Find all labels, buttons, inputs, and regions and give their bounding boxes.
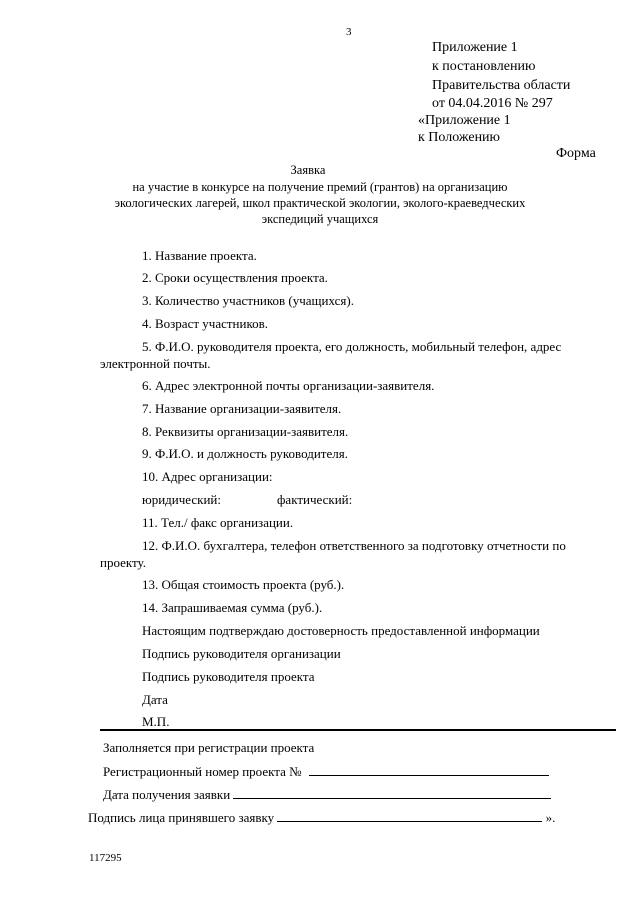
appendix-line-1: Приложение 1 [432, 40, 518, 55]
date-label: Дата [142, 692, 168, 707]
item-12-line-1: 12. Ф.И.О. бухгалтера, телефон ответственного за подготовку отчетности по [142, 538, 566, 553]
registration-number-row [103, 763, 549, 780]
item-8: 8. Реквизиты организации-заявителя. [142, 424, 349, 439]
appendix-line-3: Правительства области [432, 78, 571, 93]
title-line-2: экологических лагерей, школ практической экологии, эколого-краеведческих [114, 196, 526, 210]
item-1: 1. Название проекта. [142, 248, 257, 263]
registration-number-field[interactable] [309, 763, 549, 776]
closing-quote: ». [545, 810, 556, 825]
item-13: 13. Общая стоимость проекта (руб.). [142, 577, 345, 592]
receiver-signature-row [88, 809, 555, 826]
appendix-line-5: «Приложение 1 [418, 113, 511, 128]
item-14: 14. Запрашиваемая сумма (руб.). [142, 600, 323, 615]
item-6: 6. Адрес электронной почты организации-заявителя. [142, 378, 435, 393]
registration-number-label: Регистрационный номер проекта № [103, 764, 302, 779]
item-3: 3. Количество участников (учащихся). [142, 293, 354, 308]
appendix-line-2: к постановлению [432, 59, 536, 74]
form-label: Форма [556, 146, 596, 161]
appendix-line-4: от 04.04.2016 № 297 [432, 96, 553, 111]
item-4: 4. Возраст участников. [142, 316, 268, 331]
project-head-signature-label: Подпись руководителя проекта [142, 669, 315, 684]
actual-address-label: фактический: [277, 492, 353, 507]
document-heading: Заявка [290, 163, 326, 177]
receiver-signature-label: Подпись лица принявшего заявку [88, 810, 275, 825]
receipt-date-row [103, 786, 551, 803]
item-5-line-2: электронной почты. [100, 356, 211, 371]
footer-code: 117295 [89, 852, 122, 864]
legal-address-label: юридический: [142, 492, 221, 507]
item-11: 11. Тел./ факс организации. [142, 515, 294, 530]
appendix-line-6: к Положению [418, 130, 501, 145]
section-divider [100, 729, 616, 731]
item-5-line-1: 5. Ф.И.О. руководителя проекта, его должность, мобильный телефон, адрес [142, 339, 562, 354]
receiver-signature-field[interactable] [277, 809, 542, 822]
item-7: 7. Название организации-заявителя. [142, 401, 342, 416]
title-line-1: на участие в конкурсе на получение премий (грантов) на организацию [132, 180, 508, 194]
item-10: 10. Адрес организации: [142, 469, 273, 484]
item-9: 9. Ф.И.О. и должность руководителя. [142, 446, 348, 461]
receipt-date-field[interactable] [233, 786, 551, 799]
receipt-date-label: Дата получения заявки [103, 787, 231, 802]
registration-heading: Заполняется при регистрации проекта [103, 740, 315, 755]
item-2: 2. Сроки осуществления проекта. [142, 270, 328, 285]
page-number: 3 [346, 26, 352, 38]
seal-label: М.П. [142, 714, 170, 729]
title-line-3: экспедиций учащихся [261, 212, 379, 226]
org-head-signature-label: Подпись руководителя организации [142, 646, 341, 661]
item-12-line-2: проекту. [100, 555, 146, 570]
confirmation-statement: Настоящим подтверждаю достоверность предоставленной информации [142, 623, 540, 638]
